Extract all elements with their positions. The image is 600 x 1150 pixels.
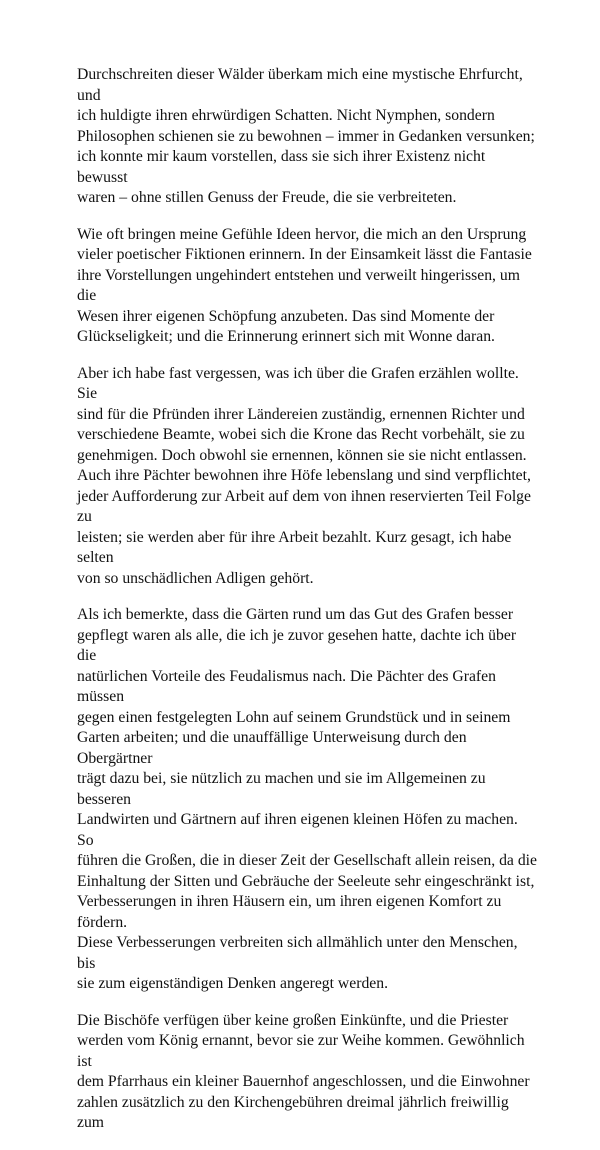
paragraph-3: Aber ich habe fast vergessen, was ich über die Grafen erzählen wollte. Sie sind für die Pfründen ihrer Ländereien zuständig, ernennen Richter und verschiedene Beamte, wobei sich die Krone das Recht vorbehält, sie zu genehmigen. Doch obwohl sie ernennen, können sie sie nicht entlassen. Auch ihre Pächter bewohnen ihre Höfe lebenslang und sind verpflichtet, jeder Aufforderung zur Arbeit auf dem von ihnen reservierten Teil Folge zu leisten; sie werden aber für ihre Arbeit bezahlt. Kurz gesagt, ich habe selten von so unschädlichen Adligen gehört. bbox=[77, 364, 531, 587]
paragraph-1: Durchschreiten dieser Wälder überkam mich eine mystische Ehrfurcht, und ich huldigte ihren ehrwürdigen Schatten. Nicht Nymphen, sondern Philosophen schienen sie zu bewohnen – immer in Gedanken versunken; ich konnte mir kaum vorstellen, dass sie sich ihrer Existenz nicht bewusst waren – ohne stillen Genuss der Freude, die sie verbreiteten. bbox=[77, 66, 535, 206]
paragraph-5: Die Bischöfe verfügen über keine großen Einkünfte, und die Priester werden vom König ernannt, bevor sie zur Weihe kommen. Gewöhnlich ist dem Pfarrhaus ein kleiner Bauernhof angeschlossen, und die Einwohner zahlen zusätzlich zu den Kirchengebühren dreimal jährlich freiwillig zum bbox=[77, 1011, 530, 1131]
document-page bbox=[77, 65, 537, 1150]
paragraph-4: Als ich bemerkte, dass die Gärten rund um das Gut des Grafen besser gepflegt waren als alle, die ich je zuvor gesehen hatte, dachte ich über die natürlichen Vorteile des Feudalismus nach. Die Pächter des Grafen müssen gegen einen festgelegten Lohn auf seinem Grundstück und in seinem Garten arbeiten; und die unauffällige Unterweisung durch den Obergärtner trägt dazu bei, sie nützlich zu machen und sie im Allgemeinen zu besseren Landwirten und Gärtnern auf ihren eigenen kleinen Höfen zu machen. So führen die Großen, die in dieser Zeit der Gesellschaft allein reisen, da die Einhaltung der Sitten und Gebräuche der Seeleute sehr eingeschränkt ist, Verbesserungen in ihren Häusern ein, um ihren eigenen Komfort zu fördern. Diese Verbesserungen verbreiten sich allmählich unter den Menschen, bis sie zum eigenständigen Denken angeregt werden. bbox=[77, 606, 537, 992]
paragraph-2: Wie oft bringen meine Gefühle Ideen hervor, die mich an den Ursprung vieler poetischer Fiktionen erinnern. In der Einsamkeit lässt die Fantasie ihre Vorstellungen ungehindert entstehen und verweilt hingerissen, um die Wesen ihrer eigenen Schöpfung anzubeten. Das sind Momente der Glückseligkeit; und die Erinnerung erinnert sich mit Wonne daran. bbox=[77, 225, 532, 345]
